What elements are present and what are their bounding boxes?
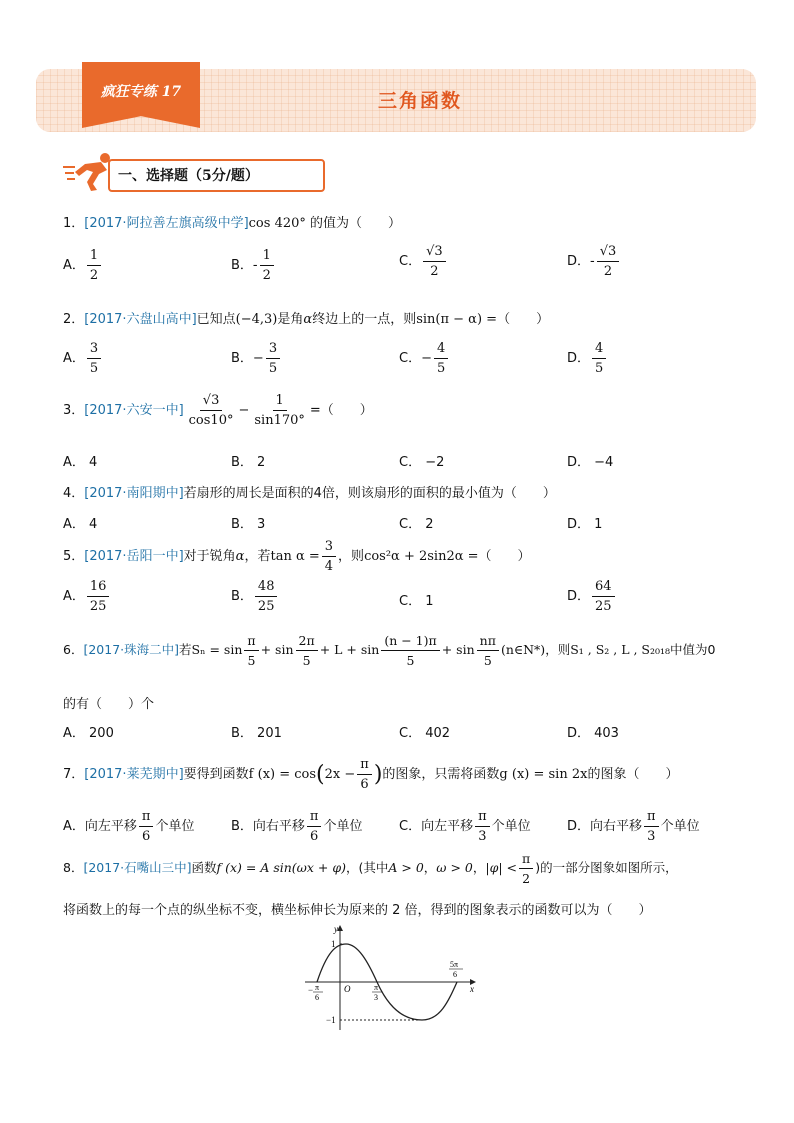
option-c[interactable]: C．− $\frac{4}{5}$: [399, 340, 450, 377]
question-6: 6．[2017·珠海二中]若Sₙ = sin $\frac{\pi}{5}$ + sin $\frac{2\pi}{5}$ + L + sin $\frac{(n - 1)\pi}{5}$ + sin $\frac{n\pi}{5}$ (n∈N*)，则S₁ , S₂ , L , S₂₀₁₈中值为0: [63, 633, 716, 668]
option-b[interactable]: B．− $\frac{3}{5}$: [231, 340, 282, 377]
question-source: [2017·石嘴山三中]: [83, 860, 192, 875]
question-1: [63, 212, 401, 231]
option-b[interactable]: B． 2: [231, 455, 266, 470]
option-c[interactable]: C． 402: [399, 726, 451, 741]
tick-label-5pi6-den: 6: [453, 970, 457, 979]
option-a[interactable]: A．向左平移 $\frac{\pi}{6}$ 个单位: [63, 809, 195, 844]
option-c[interactable]: C．向左平移 $\frac{\pi}{3}$ 个单位: [399, 809, 531, 844]
option-b[interactable]: B．- $\frac{1}{2}$: [231, 247, 276, 284]
section-heading: 一、选择题（5分/题）: [118, 168, 259, 184]
option-a[interactable]: A． 4: [63, 517, 98, 532]
question-text: 的值为（ ）: [310, 216, 402, 231]
option-d[interactable]: D．向右平移 $\frac{\pi}{3}$ 个单位: [567, 809, 700, 844]
tick-label-neg-one: −1: [326, 1015, 336, 1025]
question-source: [2017·阿拉善左旗高级中学]: [84, 216, 249, 231]
option-a[interactable]: A． $\frac{1}{2}$: [63, 247, 103, 284]
tick-label-pi3-num: π: [374, 983, 379, 992]
question-source: [2017·珠海二中]: [83, 642, 179, 657]
question-8: 8．[2017·石嘴山三中]函数f (x) = A sin(ωx + φ)，(其中A > 0，ω > 0，|φ| < $\frac{\pi}{2}$ )的一部分图象如图所示，: [63, 851, 678, 886]
tick-label-5pi6-num: 5π: [450, 960, 459, 969]
sine-graph: [300, 922, 490, 1034]
y-axis-label: y: [334, 924, 338, 934]
tick-label-one: 1: [331, 939, 336, 949]
option-d[interactable]: D． $\frac{4}{5}$: [567, 340, 608, 377]
question-expr: cos 420°: [248, 216, 306, 231]
option-c[interactable]: C． 1: [399, 594, 434, 609]
option-d[interactable]: D． 1: [567, 517, 603, 532]
question-4: 4．[2017·南阳期中]若扇形的周长是面积的4倍，则该扇形的面积的最小值为（ ）: [63, 486, 556, 501]
question-source: [2017·六安一中]: [84, 403, 184, 418]
question-source: [2017·南阳期中]: [84, 486, 184, 501]
origin-label: O: [344, 984, 351, 994]
tick-label-pi3-den: 3: [374, 993, 378, 1002]
question-number: 1．: [63, 216, 85, 231]
tick-label-neg-pi6-num: π: [315, 983, 320, 992]
question-7: 7．[2017·莱芜期中]要得到函数f (x) = cos(2x − $\frac{\pi}{6}$ )的图象，只需将函数g (x) = sin 2x的图象（ ）: [63, 757, 679, 792]
x-axis-label: x: [470, 984, 474, 994]
series-label: 疯狂专练 17: [100, 84, 182, 100]
option-d[interactable]: D． $\frac{64}{25}$: [567, 578, 617, 615]
option-b[interactable]: B． 201: [231, 726, 282, 741]
option-a[interactable]: A． 4: [63, 455, 98, 470]
page-title: 三角函数: [377, 90, 462, 112]
option-b[interactable]: B． $\frac{48}{25}$: [231, 578, 279, 615]
question-source: [2017·六盘山高中]: [84, 312, 197, 327]
option-b[interactable]: B．向右平移 $\frac{\pi}{6}$ 个单位: [231, 809, 363, 844]
option-c[interactable]: C． −2: [399, 455, 445, 470]
option-c[interactable]: C． 2: [399, 517, 434, 532]
tick-label-neg-sign: −: [308, 985, 314, 995]
question-6-line2: 的有（ ）个: [63, 697, 155, 712]
option-d[interactable]: D． 403: [567, 726, 619, 741]
option-d[interactable]: D． −4: [567, 455, 614, 470]
question-2: 2．[2017·六盘山高中]已知点(−4,3)是角α终边上的一点，则sin(π − α) =（ ）: [63, 312, 550, 327]
question-source: [2017·莱芜期中]: [84, 767, 184, 782]
option-a[interactable]: A． 200: [63, 726, 114, 741]
question-source: [2017·岳阳一中]: [84, 549, 184, 564]
option-a[interactable]: A． $\frac{16}{25}$: [63, 578, 111, 615]
tick-label-neg-pi6-den: 6: [315, 993, 319, 1002]
option-a[interactable]: A． $\frac{3}{5}$: [63, 340, 103, 377]
option-b[interactable]: B． 3: [231, 517, 266, 532]
question-3: 3．[2017·六安一中] $\frac{√3}{\cos 10^\circ}$ − $\frac{1}{\sin 170^\circ}$ =（ ）: [63, 393, 373, 428]
question-5: 5．[2017·岳阳一中]对于锐角α，若tan α = $\frac{3}{4}$ ，则cos²α + 2sin2α =（ ）: [63, 539, 531, 574]
option-d[interactable]: D．- $\frac{√3}{2}$: [567, 243, 621, 280]
option-c[interactable]: C． $\frac{√3}{2}$: [399, 243, 448, 280]
question-8-line2: 将函数上的每一个点的纵坐标不变，横坐标伸长为原来的 2 倍，得到的图象表示的函数可以为（ ）: [63, 903, 652, 918]
